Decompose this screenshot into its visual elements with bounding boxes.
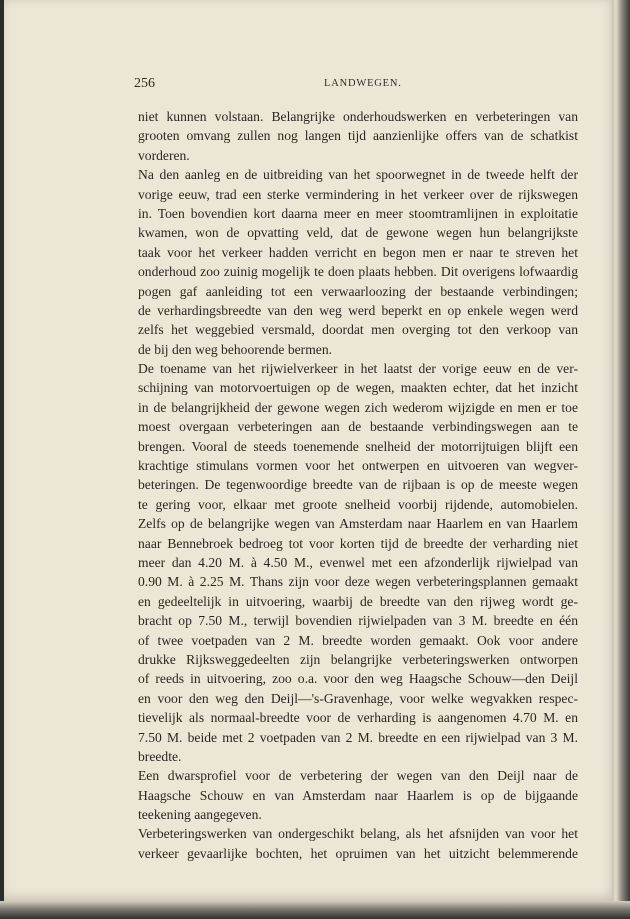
body-text	[138, 107, 578, 863]
text-line: tievelijk als normaal-breedte voor de verharding is aangenomen 4.70 M. en	[138, 710, 578, 726]
text-line: verkeer gevaarlijke bochten, het opruimen van het uitzicht belemmerende	[138, 845, 578, 861]
text-line: naar Bennebroek bedroeg tot voor korten tijd de breedte der verharding niet	[138, 535, 578, 551]
text-line: en voor den weg den Deijl—'s-Gravenhage, voor welke wegvakken respec-	[138, 690, 578, 706]
text-line: 0.90 M. à 2.25 M. Thans zijn voor deze wegen verbeteringsplannen gemaakt	[138, 574, 578, 590]
text-line: grooten omvang zullen nog langen tijd aanzienlijke offers van de schatkist	[138, 128, 578, 144]
text-line: kwamen, won de opvatting veld, dat de gewone wegen hun belangrijkste	[138, 225, 578, 241]
text-line: vorige eeuw, trad een sterke vermindering in het verkeer over de rijkswegen	[138, 186, 578, 202]
text-line: meer dan 4.20 M. à 4.50 M., evenwel met een afzonderlijk rijwielpad van	[138, 554, 578, 570]
text-line: De toename van het rijwielverkeer in het laatst der vorige eeuw en de ver-	[138, 361, 578, 377]
book-page	[4, 0, 616, 901]
text-line: breedte.	[138, 748, 182, 764]
text-line: Verbeteringswerken van ondergeschikt belang, als het afsnijden van voor het	[138, 826, 578, 842]
text-line: te gering voor, elkaar met groote snelheid voorbij rijdende, automobielen.	[138, 496, 578, 512]
text-line: krachtige stimulans vormen voor het ontwerpen en uitvoeren van wegver-	[138, 458, 578, 474]
page-header	[134, 76, 578, 94]
text-line: drukke Rijksweggedeelten zijn belangrijke verbeteringswerken ontworpen	[138, 651, 578, 667]
text-line: schijning van motorvoertuigen op de wegen, maakten echter, dat het inzicht	[138, 380, 578, 396]
text-line: Haagsche Schouw en van Amsterdam naar Haarlem is op de bijgaande	[138, 787, 578, 803]
page-bottom-edge	[0, 901, 630, 919]
page-number: 256	[134, 76, 155, 91]
text-line: en gedeeltelijk in uitvoering, waarbij de breedte van den rijweg wordt ge-	[138, 593, 578, 609]
text-line: taak voor het verkeer hadden verricht en begon men er naar te streven het	[138, 244, 578, 260]
text-line: teekening aangegeven.	[138, 807, 262, 823]
text-line: pogen gaf aanleiding tot een verwaarloozing der bestaande verbindingen;	[138, 283, 578, 299]
text-line: moest overgaan verbeteringen aan de bestaande verbindingswegen aan te	[138, 419, 578, 435]
text-line: Zelfs op de belangrijke wegen van Amsterdam naar Haarlem en van Haarlem	[138, 516, 578, 532]
text-line: Na den aanleg en de uitbreiding van het spoorwegnet in de tweede helft der	[138, 167, 578, 183]
text-line: of reeds in uitvoering, zoo o.a. voor den weg Haagsche Schouw—den Deijl	[138, 671, 578, 687]
text-line: de verhardingsbreedte van den weg werd beperkt en op enkele wegen werd	[138, 302, 578, 318]
text-line: beteringen. De tegenwoordige breedte van de rijbaan is op de meeste wegen	[138, 477, 578, 493]
text-line: onderhoud zoo zuinig mogelijk te doen plaats hebben. Dit overigens lofwaardig	[138, 264, 578, 280]
text-line: in de belangrijkheid der gewone wegen zich wederom wijzigde en men er toe	[138, 399, 578, 415]
text-line: brengen. Vooral de steeds toenemende snelheid der motorrijtuigen blijft een	[138, 438, 578, 454]
text-line: niet kunnen volstaan. Belangrijke onderhoudswerken en verbeteringen van	[138, 109, 578, 124]
text-line: in. Toen bovendien kort daarna meer en meer stoomtramlijnen in exploitatie	[138, 205, 578, 221]
text-line: vorderen.	[138, 147, 190, 163]
running-title: LANDWEGEN.	[324, 78, 402, 89]
page-edge	[612, 0, 630, 919]
text-line: 7.50 M. beide met 2 voetpaden van 2 M. breedte en een rijwielpad van 3 M.	[138, 729, 578, 745]
text-line: zelfs het weggebied versmald, doordat men overging tot den verkoop van	[138, 322, 578, 338]
text-line: de bij den weg behoorende bermen.	[138, 341, 333, 357]
text-line: of twee voetpaden van 2 M. breedte worden gemaakt. Ook voor andere	[138, 632, 578, 648]
text-line: bracht op 7.50 M., terwijl bovendien rijwielpaden van 3 M. breedte en één	[138, 613, 578, 629]
text-line: Een dwarsprofiel voor de verbetering der wegen van den Deijl naar de	[138, 768, 578, 784]
